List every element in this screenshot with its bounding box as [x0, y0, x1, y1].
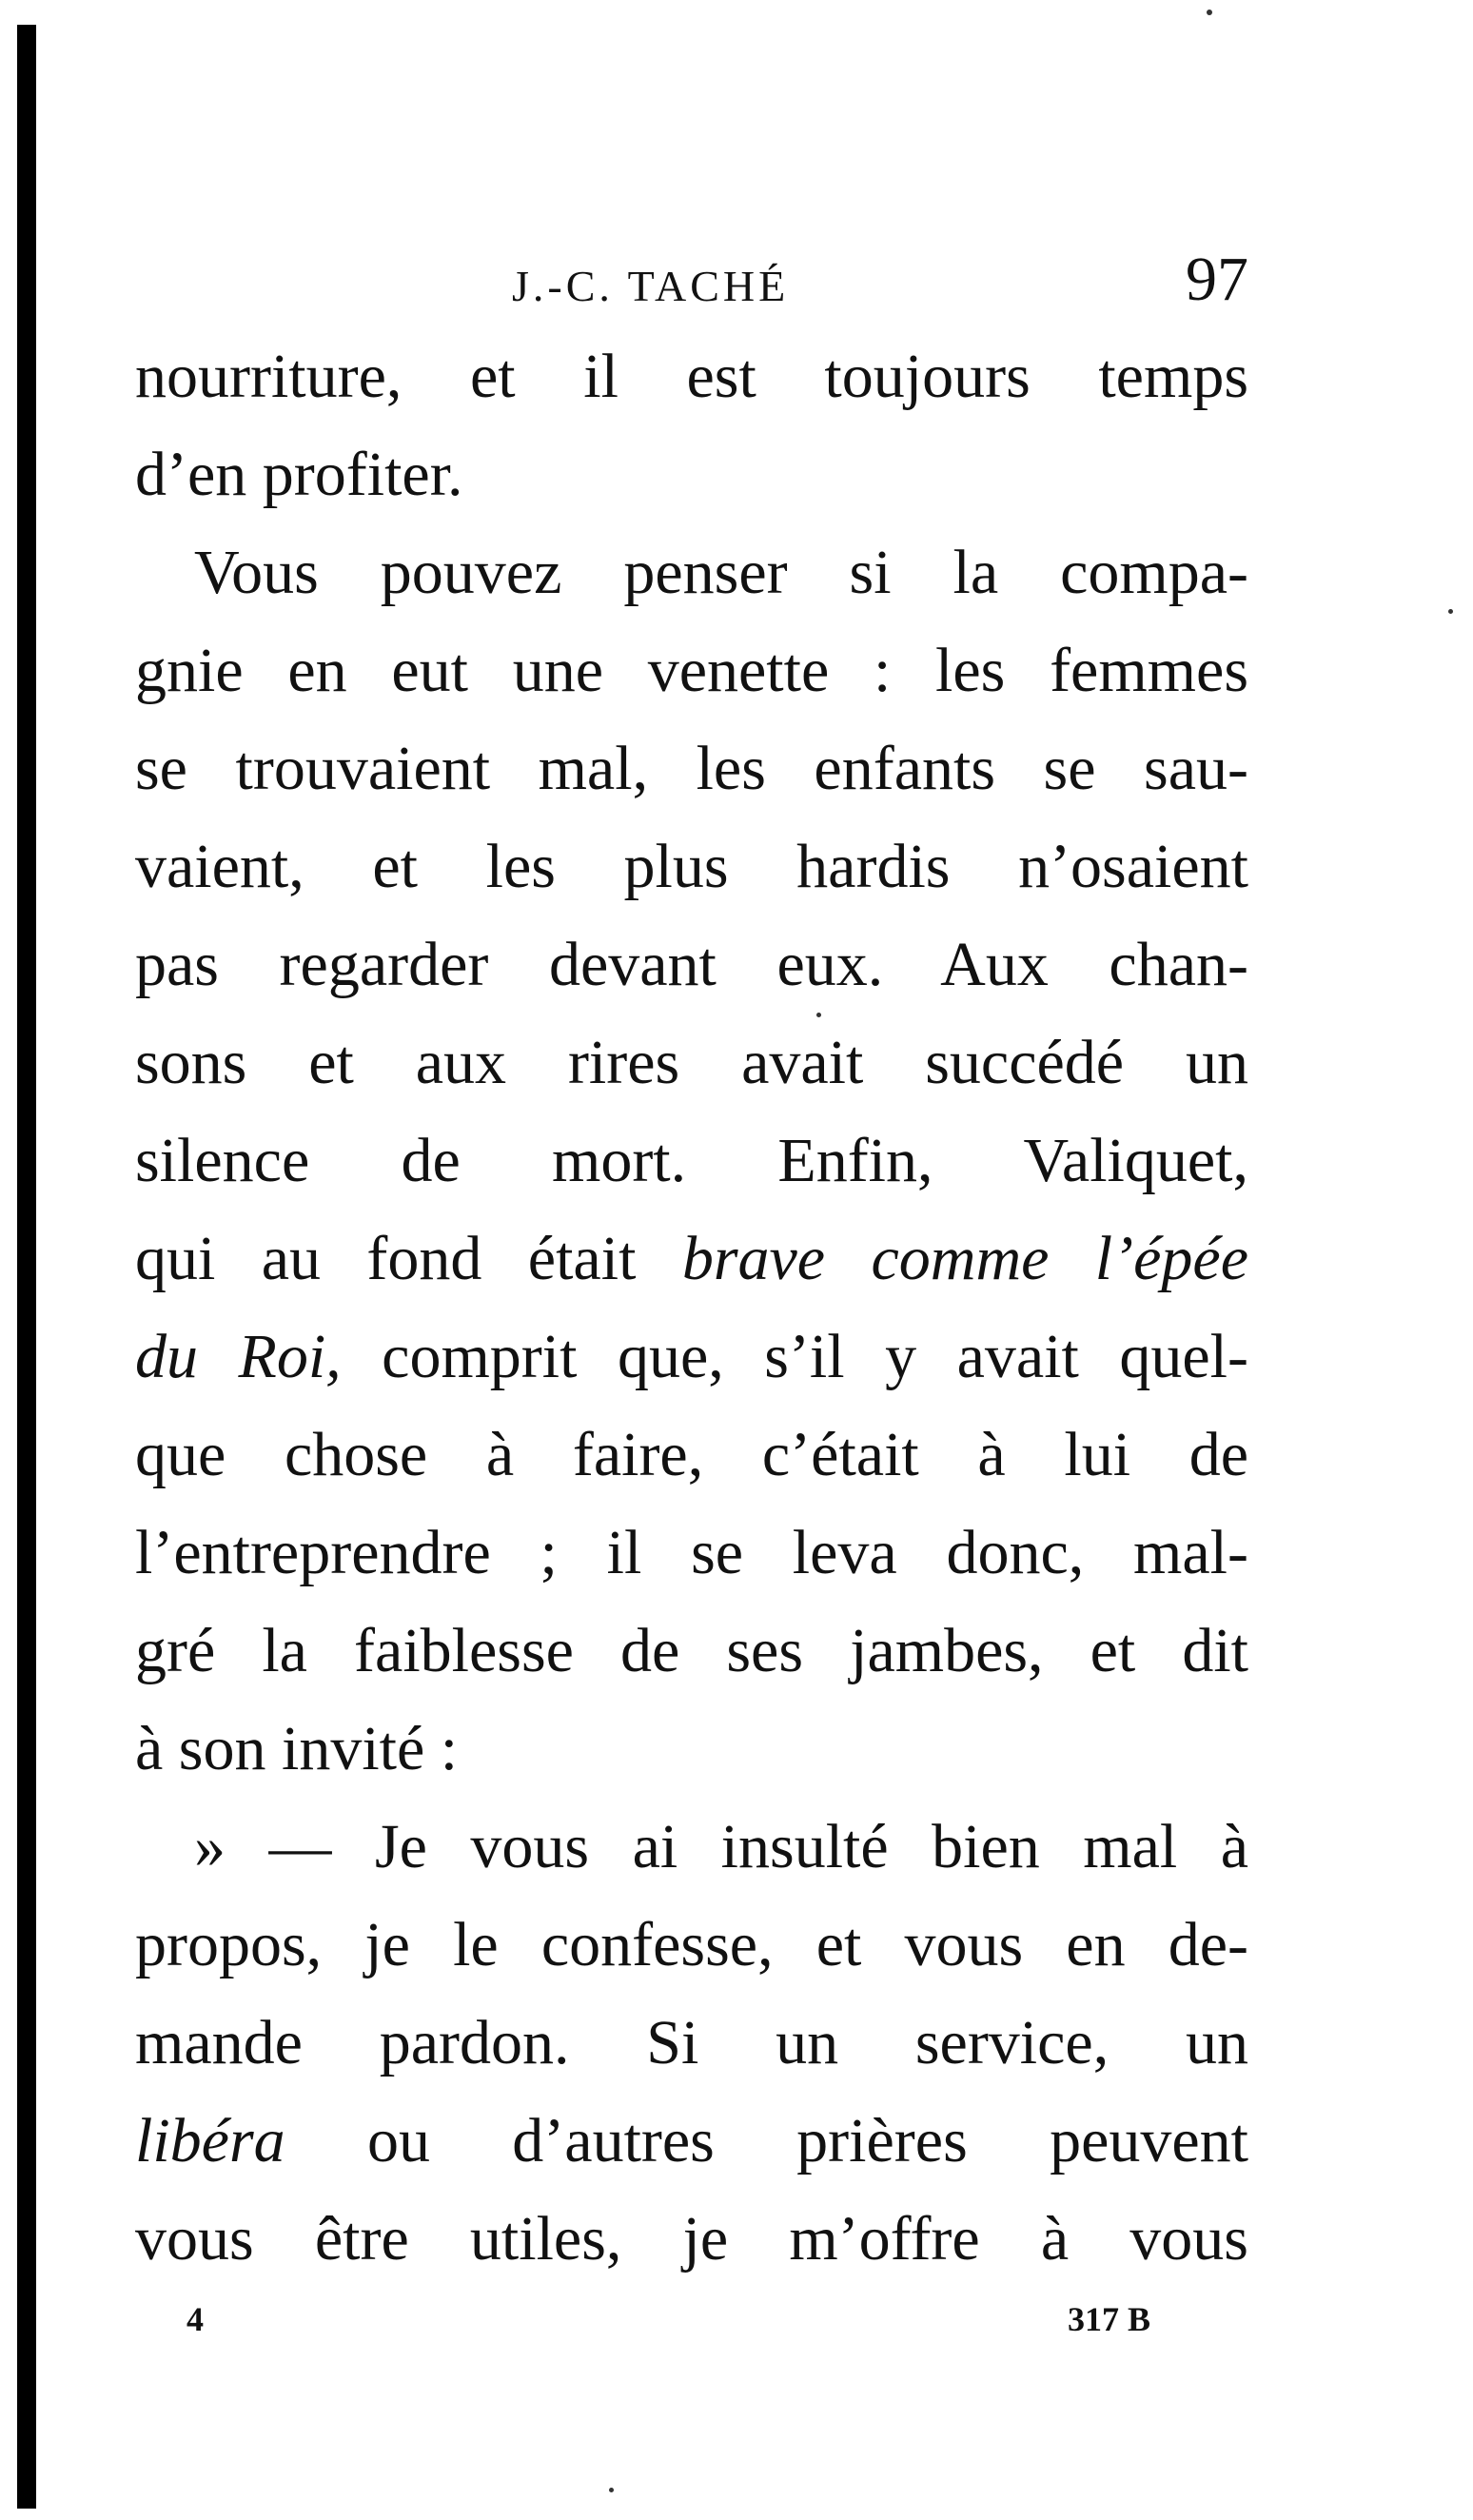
italic-phrase: libéra — [135, 2106, 285, 2175]
page-number: 97 — [1186, 245, 1248, 314]
text-line: que chose à faire, c’était à lui de — [135, 1420, 1248, 1489]
dust-speck — [1207, 10, 1212, 15]
text-line: nourriture, et il est toujours temps — [135, 342, 1248, 411]
text-line: libéra ou d’autres prières peuvent — [135, 2106, 1248, 2175]
printer-code: 317 B — [1068, 2300, 1151, 2338]
text-line: Vous pouvez penser si la compa- — [194, 538, 1248, 607]
text-line: qui au fond était brave comme l’épée — [135, 1224, 1248, 1293]
signature-mark: 4 — [187, 2300, 204, 2338]
text-line: gré la faiblesse de ses jambes, et dit — [135, 1616, 1248, 1685]
text-line: se trouvaient mal, les enfants se sau- — [135, 734, 1248, 803]
text-line: l’entreprendre ; il se leva donc, mal- — [135, 1518, 1248, 1587]
text-line: vous être utiles, je m’offre à vous — [135, 2204, 1248, 2274]
text-line: d’en profiter. — [135, 440, 463, 509]
text-line: à son invité : — [135, 1714, 459, 1783]
book-page — [135, 238, 1248, 2338]
text-line: sons et aux rires avait succédé un — [135, 1028, 1248, 1097]
page-footer — [135, 2295, 1248, 2338]
text-line: » — Je vous ai insulté bien mal à — [194, 1812, 1248, 1881]
text-line: vaient, et les plus hardis n’osaient — [135, 832, 1248, 901]
text-line: pas regarder devant eux. Aux chan- — [135, 930, 1248, 999]
text-line: gnie en eut une venette : les femmes — [135, 636, 1248, 705]
dust-speck — [1448, 609, 1453, 614]
body-text — [135, 327, 1248, 2288]
text-line: silence de mort. Enfin, Valiquet, — [135, 1126, 1248, 1195]
running-title: J.-C. TACHÉ — [512, 262, 790, 310]
text-line: mande pardon. Si un service, un — [135, 2008, 1248, 2077]
italic-phrase: du Roi, — [135, 1322, 342, 1391]
italic-phrase: brave comme l’épée — [681, 1224, 1248, 1293]
text-line: du Roi, comprit que, s’il y avait quel- — [135, 1322, 1248, 1391]
text-line: propos, je le confesse, et vous en de- — [135, 1910, 1248, 1979]
page-binding-edge — [17, 25, 36, 2509]
running-head — [135, 238, 1248, 314]
dust-speck — [609, 2488, 614, 2492]
